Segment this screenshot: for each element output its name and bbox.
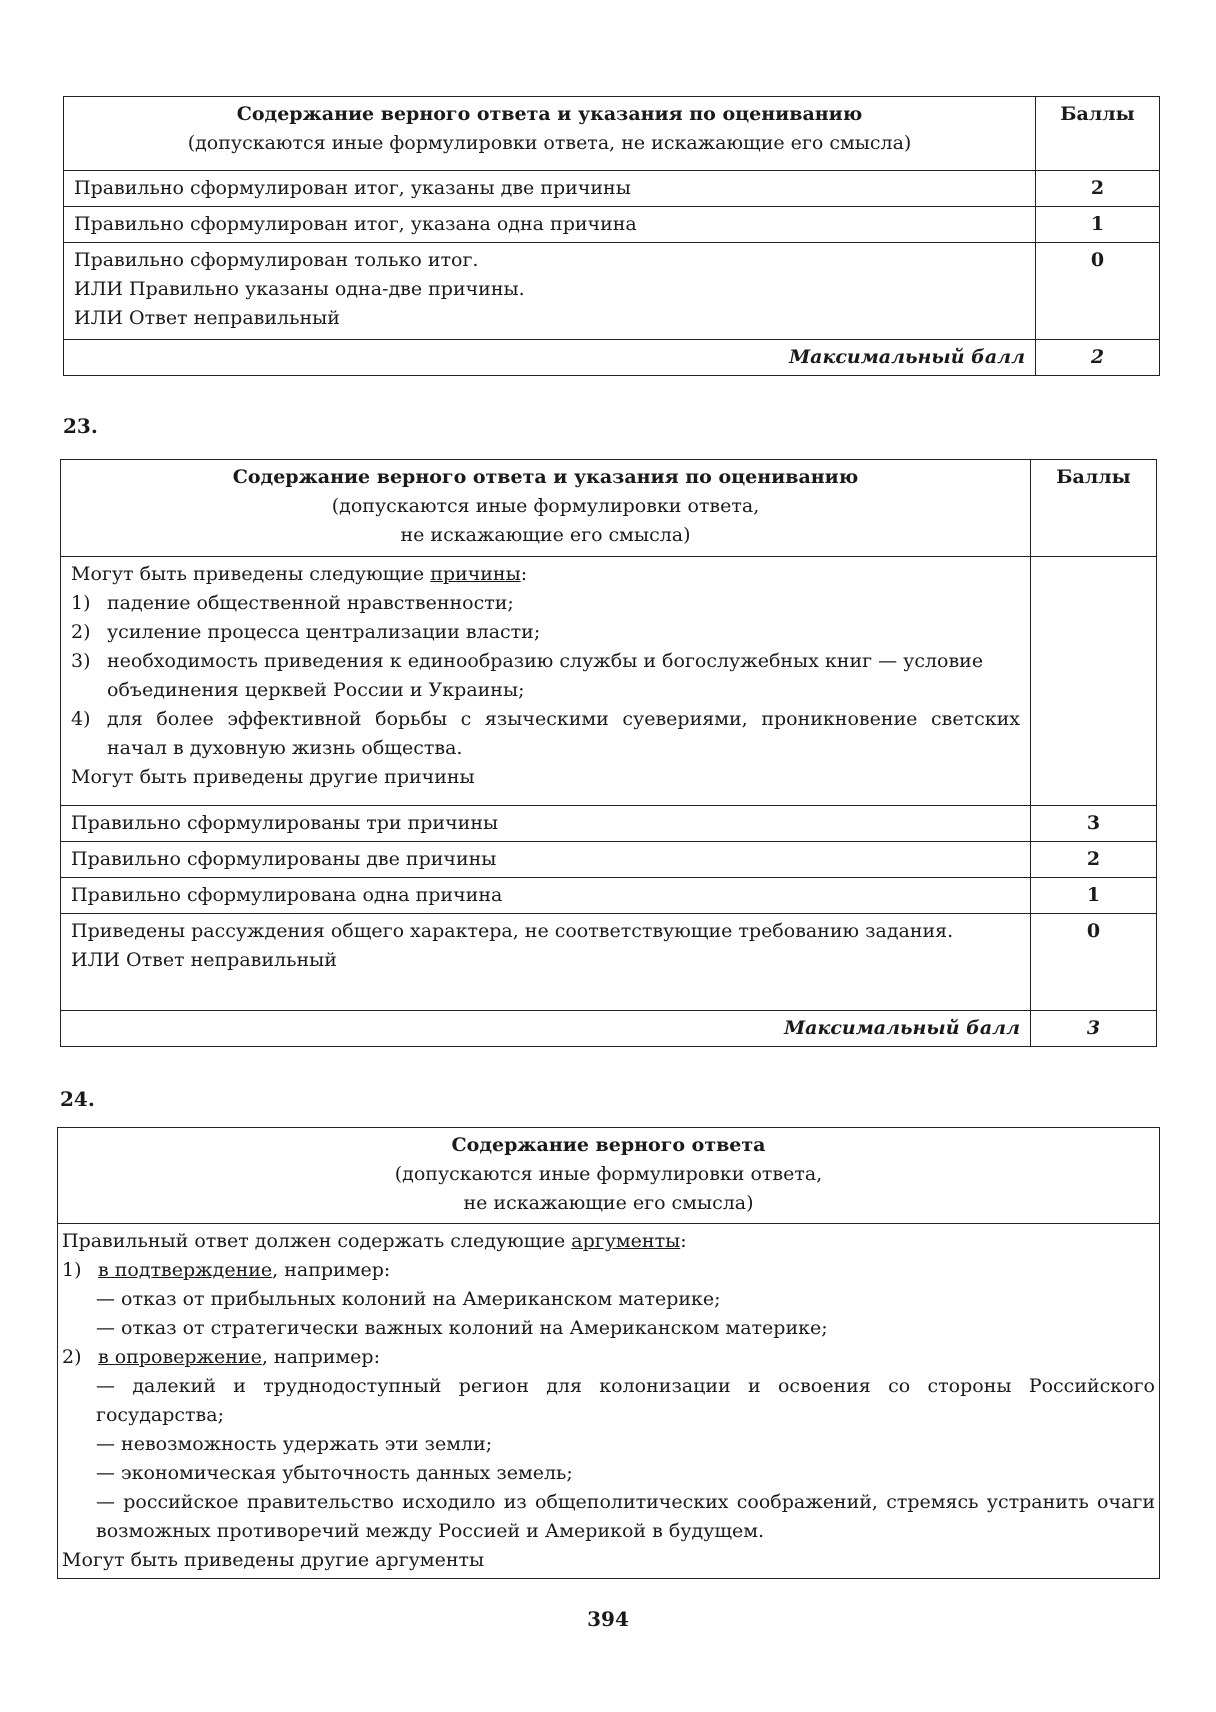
- max-label: Максимальный балл: [64, 340, 1036, 376]
- argument: — невозможность удержать эти земли;: [96, 1433, 493, 1455]
- criteria-header: [64, 97, 1036, 171]
- max-label: Максимальный балл: [61, 1011, 1031, 1047]
- table-row: [64, 207, 1160, 243]
- line: ИЛИ Ответ неправильный: [74, 307, 340, 329]
- item-number: 2): [71, 621, 91, 643]
- header-title: Содержание верного ответа: [451, 1134, 766, 1156]
- outro: Могут быть приведены другие причины: [71, 766, 475, 788]
- argument: — российское правительство исходило из общеполитических соображений, стремясь устранить очаги возможных противоречий между Россией и Америкой в будущем.: [96, 1491, 1155, 1542]
- item-text: для более эффективной борьбы с языческими суевериями, проникновение светских начал в духовную жизнь общества.: [107, 708, 1020, 759]
- group-refute: [62, 1343, 1155, 1372]
- page-number: 394: [587, 1607, 629, 1631]
- table-row: [64, 171, 1160, 207]
- points: 3: [1031, 806, 1157, 842]
- points: 1: [1031, 878, 1157, 914]
- line: Приведены рассуждения общего характера, не соответствующие требованию задания.: [71, 920, 954, 942]
- points: 2: [1031, 842, 1157, 878]
- points: 0: [1031, 914, 1157, 1011]
- outro: Могут быть приведены другие аргументы: [62, 1549, 485, 1571]
- item-number: 1): [71, 592, 91, 614]
- points-header: Баллы: [1036, 97, 1160, 171]
- intro: [62, 1227, 1155, 1256]
- item-number: 1): [62, 1259, 82, 1281]
- table-row: [64, 243, 1160, 340]
- answer-content-row: [61, 557, 1157, 806]
- intro: [71, 560, 1020, 589]
- line: ИЛИ Правильно указаны одна-две причины.: [74, 278, 525, 300]
- list-item: [71, 705, 1020, 763]
- table-row: [61, 806, 1157, 842]
- intro-suffix: :: [520, 563, 528, 585]
- argument: — отказ от стратегически важных колоний на Американском материке;: [96, 1317, 828, 1339]
- task-number: 23.: [63, 414, 98, 438]
- list-item: [71, 618, 1020, 647]
- group-label: в подтверждение: [98, 1259, 273, 1281]
- list-item: [71, 589, 1020, 618]
- answer-content: [58, 1224, 1160, 1579]
- intro-underlined: аргументы: [571, 1230, 681, 1252]
- points-header: Баллы: [1031, 460, 1157, 557]
- task-number: 24.: [60, 1087, 95, 1111]
- header-note: не искажающие его смысла): [463, 1192, 754, 1214]
- item-number: 4): [71, 708, 91, 730]
- intro-text: Могут быть приведены следующие: [71, 563, 431, 585]
- line: Правильно сформулирован только итог.: [74, 249, 479, 271]
- criterion: Правильно сформулирован итог, указаны две причины: [64, 171, 1036, 207]
- intro-suffix: :: [680, 1230, 687, 1252]
- table-task-24-answer: [57, 1127, 1160, 1579]
- item-text: падение общественной нравственности;: [107, 592, 514, 614]
- group-suffix: , например:: [272, 1259, 391, 1281]
- argument: — далекий и труднодоступный регион для колонизации и освоения со стороны Российского государства;: [96, 1375, 1155, 1426]
- line: ИЛИ Ответ неправильный: [71, 949, 337, 971]
- header-title: Содержание верного ответа и указания по оцениванию: [236, 103, 863, 125]
- item-text: усиление процесса централизации власти;: [107, 621, 541, 643]
- group-label: в опровержение: [98, 1346, 262, 1368]
- header-title: Содержание верного ответа и указания по оцениванию: [232, 466, 859, 488]
- criterion: Правильно сформулированы две причины: [61, 842, 1031, 878]
- header-note: (допускаются иные формулировки ответа, не искажающие его смысла): [187, 132, 912, 154]
- intro-underlined: причины: [430, 563, 521, 585]
- header-note: не искажающие его смысла): [400, 524, 691, 546]
- list-item: [71, 647, 1020, 705]
- table-row: [61, 878, 1157, 914]
- item-text: необходимость приведения к единообразию службы и богослужебных книг — условие объединения церквей России и Украины;: [107, 650, 984, 701]
- table-task-22-scoring: [63, 96, 1160, 376]
- points: 0: [1036, 243, 1160, 340]
- criterion: Правильно сформулированы три причины: [61, 806, 1031, 842]
- argument: — экономическая убыточность данных земель;: [96, 1462, 573, 1484]
- max-points: 3: [1031, 1011, 1157, 1047]
- max-row: [64, 340, 1160, 376]
- points: 2: [1036, 171, 1160, 207]
- criterion: [64, 243, 1036, 340]
- table-row: [61, 842, 1157, 878]
- table-row: [61, 914, 1157, 1011]
- answer-header: [58, 1128, 1160, 1224]
- group-confirm: [62, 1256, 1155, 1285]
- criterion: Правильно сформулирована одна причина: [61, 878, 1031, 914]
- group-suffix: , например:: [261, 1346, 380, 1368]
- item-number: 3): [71, 650, 91, 672]
- header-note: (допускаются иные формулировки ответа,: [331, 495, 760, 517]
- header-note: (допускаются иные формулировки ответа,: [394, 1163, 823, 1185]
- criterion: Правильно сформулирован итог, указана одна причина: [64, 207, 1036, 243]
- table-task-23-scoring: [60, 459, 1157, 1047]
- answer-content: [61, 557, 1031, 806]
- max-row: [61, 1011, 1157, 1047]
- item-number: 2): [62, 1346, 82, 1368]
- criterion: [61, 914, 1031, 1011]
- max-points: 2: [1036, 340, 1160, 376]
- intro-text: Правильный ответ должен содержать следующие: [62, 1230, 572, 1252]
- points-empty: [1031, 557, 1157, 806]
- points: 1: [1036, 207, 1160, 243]
- criteria-header: [61, 460, 1031, 557]
- argument: — отказ от прибыльных колоний на Американском материке;: [96, 1288, 721, 1310]
